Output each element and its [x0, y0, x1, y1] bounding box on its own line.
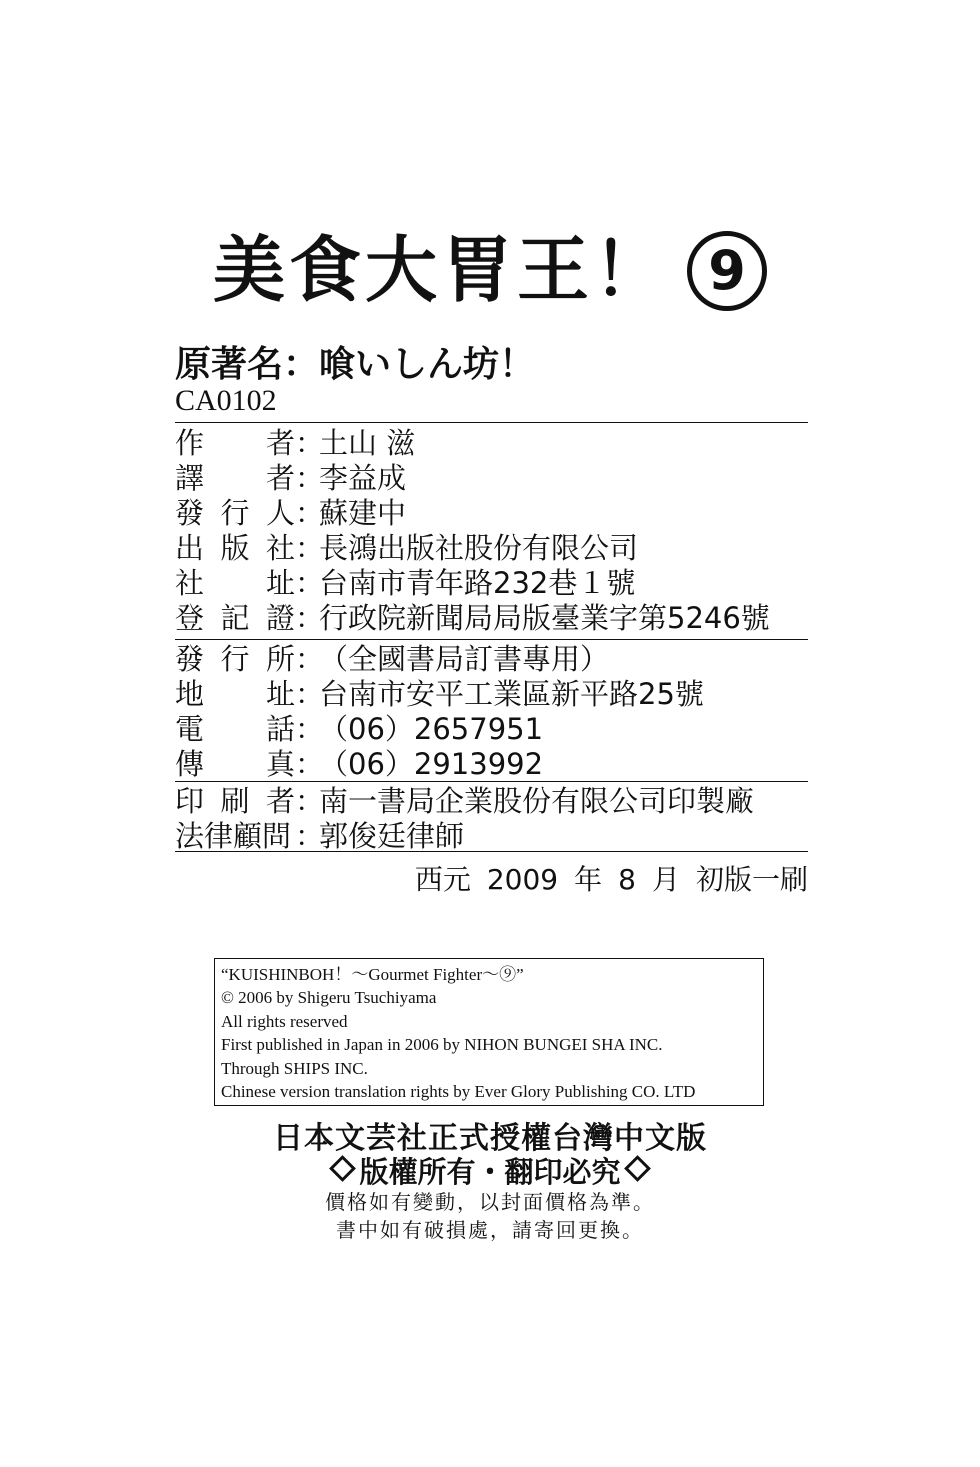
colon-separator: ：	[295, 712, 325, 746]
rights-reserved-text: 版權所有・翻印必究	[359, 1155, 621, 1189]
colon-separator: ：	[295, 642, 325, 676]
info-value: 土山 滋	[319, 426, 416, 460]
copyright-line: All rights reserved	[221, 1011, 348, 1031]
damage-notice: 書中如有破損處，請寄回更換。	[336, 1218, 644, 1242]
divider	[175, 781, 808, 782]
info-label: 登記證	[175, 601, 295, 635]
info-value: 行政院新聞局局版臺業字第5246號	[319, 601, 770, 635]
info-value: 李益成	[319, 461, 407, 495]
diamond-icon	[624, 1155, 651, 1182]
info-value: 蘇建中	[319, 496, 407, 530]
info-value: （06）2913992	[319, 747, 544, 781]
info-row	[175, 642, 609, 676]
info-row	[175, 496, 406, 530]
info-row	[175, 819, 464, 853]
divider	[175, 851, 808, 852]
edition-era: 西元	[414, 863, 471, 896]
info-value: 台南市安平工業區新平路25號	[319, 677, 704, 711]
copyright-line: First published in Japan in 2006 by NIHON BUNGEI SHA INC.	[221, 1035, 663, 1055]
copyright-line: “KUISHINBOH！～Gourmet Fighter～⑨”	[221, 965, 524, 984]
info-label: 印刷者	[175, 784, 295, 818]
book-title-text: 美食大胃王！	[212, 228, 669, 312]
colon-separator: ：	[295, 819, 325, 853]
edition-month: 8	[618, 863, 636, 896]
colon-separator: ：	[295, 426, 325, 460]
info-row	[175, 426, 415, 460]
info-row	[175, 784, 754, 818]
copyright-line: © 2006 by Shigeru Tsuchiyama	[221, 988, 437, 1008]
edition-date	[399, 858, 808, 898]
info-row	[175, 461, 406, 495]
colon-separator: ：	[295, 784, 325, 818]
info-value: （全國書局訂書專用）	[319, 642, 610, 676]
info-label: 作者	[175, 426, 295, 460]
catalog-code: CA0102	[175, 384, 277, 417]
info-label: 電話	[175, 712, 295, 746]
original-title: 原著名：喰いしん坊！	[175, 344, 536, 385]
info-value: 台南市青年路232巷１號	[319, 566, 636, 600]
info-value: 長鴻出版社股份有限公司	[319, 531, 639, 565]
info-label: 地址	[175, 677, 295, 711]
book-title	[0, 212, 980, 316]
colon-separator: ：	[295, 566, 325, 600]
info-label: 法律顧問	[175, 819, 292, 853]
info-label: 發行人	[175, 496, 295, 530]
info-label: 發行所	[175, 642, 295, 676]
copyright-line: Through SHIPS INC.	[221, 1058, 368, 1078]
edition-year: 2009	[486, 863, 559, 896]
info-label: 社址	[175, 566, 295, 600]
info-label: 譯者	[175, 461, 295, 495]
copyright-line: Chinese version translation rights by Ever Glory Publishing CO. LTD	[221, 1082, 696, 1102]
info-row	[175, 531, 638, 565]
volume-badge: 9	[687, 231, 767, 311]
info-row	[175, 601, 770, 635]
colon-separator: ：	[295, 496, 325, 530]
info-value: 南一書局企業股份有限公司印製廠	[319, 784, 755, 818]
authorization-notice: 日本文芸社正式授權台灣中文版	[273, 1121, 707, 1156]
copyright-box	[214, 958, 764, 1106]
colon-separator: ：	[295, 747, 325, 781]
info-row	[175, 712, 543, 746]
colon-separator: ：	[295, 531, 325, 565]
colon-separator: ：	[295, 677, 325, 711]
info-row	[175, 747, 543, 781]
info-value: （06）2657951	[319, 712, 544, 746]
colon-separator: ：	[295, 461, 325, 495]
colon-separator: ：	[295, 601, 325, 635]
edition-printing: 初版一刷	[695, 863, 808, 896]
info-value: 郭俊廷律師	[319, 819, 465, 853]
divider	[175, 422, 808, 423]
edition-month-unit: 月	[651, 863, 680, 896]
info-row	[175, 677, 704, 711]
rights-reserved-notice	[0, 1150, 980, 1191]
diamond-icon	[330, 1155, 357, 1182]
divider	[175, 639, 808, 640]
info-row	[175, 566, 635, 600]
price-notice: 價格如有變動，以封面價格為準。	[325, 1190, 655, 1214]
info-label: 出版社	[175, 531, 295, 565]
info-label: 傳真	[175, 747, 295, 781]
edition-year-unit: 年	[574, 863, 603, 896]
